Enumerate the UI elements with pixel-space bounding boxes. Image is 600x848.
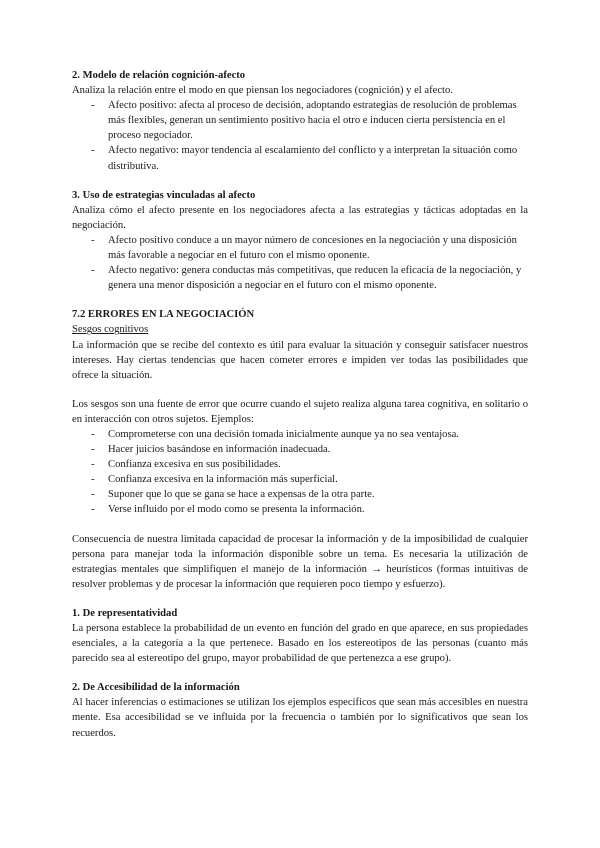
heuristic-2-heading: 2. De Accesibilidad de la información	[72, 682, 240, 694]
section-7-2-heading: 7.2 ERRORES EN LA NEGOCIACIÓN	[72, 309, 255, 321]
bias-examples-list	[72, 427, 528, 518]
section-3-bullets	[72, 233, 528, 293]
list-item: - Verse influido por el modo como se presenta la información.	[72, 502, 528, 517]
document-page	[72, 68, 528, 741]
section-2-intro: Analiza la relación entre el modo en que piensan los negociadores (cognición) y el afecto.	[72, 85, 453, 97]
section-3-heading: 3. Uso de estrategias vinculadas al afecto	[72, 189, 256, 201]
bullet-item: - Afecto positivo: afecta al proceso de decisión, adoptando estrategias de resolución de problemas más flexibles, generan un sentimiento positivo hacia el otro e inducen cierta persistencia en el proceso negociador.	[72, 98, 528, 143]
section-7-2-paragraph-1: La información que se recibe del contexto es útil para evaluar la situación y conseguir satisfacer nuestros intereses. Hay ciertas tendencias que hacen cometer errores e impiden ver todas las posibilidades que ofrece la situación.	[72, 339, 528, 381]
heuristic-1-heading: 1. De representatividad	[72, 607, 178, 619]
bullet-item: - Afecto positivo conduce a un mayor número de concesiones en la negociación y una disposición más favorable a negociar en el futuro con el mismo oponente.	[72, 233, 528, 263]
section-2-heading: 2. Modelo de relación cognición-afecto	[72, 70, 246, 81]
section-7-2-paragraph-2: Los sesgos son una fuente de error que ocurre cuando el sujeto realiza alguna tarea cognitiva, en solitario o en interacción con otros sujetos. Ejemplos:	[72, 398, 528, 425]
list-item: - Suponer que lo que se gana se hace a expensas de la otra parte.	[72, 487, 528, 502]
bullet-item: - Afecto negativo: genera conductas más competitivas, que reducen la eficacia de la negociación, y genera una menor disposición a negociar en el futuro con el mismo oponente.	[72, 263, 528, 293]
list-item: - Hacer juicios basándose en información inadecuada.	[72, 442, 528, 457]
section-7-2-subtitle: Sesgos cognitivos	[72, 324, 149, 336]
bullet-item: - Afecto negativo: mayor tendencia al escalamiento del conflicto y a interpretan la situación como distributiva.	[72, 143, 528, 173]
list-item: - Comprometerse con una decisión tomada inicialmente aunque ya no sea ventajosa.	[72, 427, 528, 442]
heuristic-2-text: Al hacer inferencias o estimaciones se utilizan los ejemplos específicos que sean más accesibles en nuestra mente. Esa accesibilidad se ve influida por la frecuencia o también por lo significativos que sean los recuerdos.	[72, 697, 528, 739]
heuristic-1-text: La persona establece la probabilidad de un evento en función del grado en que aparece, en sus propiedades esenciales, a la categoría a la que pertenece. Basado en los estereotipos de las personas (cuanto más parecido sea al estereotipo del grupo, mayor probabilidad de que pertenezca a ese grupo).	[72, 623, 528, 665]
list-item: - Confianza excesiva en la información más superficial.	[72, 472, 528, 487]
list-item: - Confianza excesiva en sus posibilidades.	[72, 457, 528, 472]
section-7-2-paragraph-3: Consecuencia de nuestra limitada capacidad de procesar la información y de la imposibilidad de cualquier persona para manejar toda la información disponible sobre un tema. Es necesaria la utilización de estrategias mentales que simplifiquen el manejo de la información → heurísticos (formas intuitivas de resolver problemas y de procesar la información que requieren poco tiempo y esfuerzo).	[72, 533, 528, 590]
section-2-bullets	[72, 98, 528, 173]
section-3-intro: Analiza cómo el afecto presente en los negociadores afecta a las estrategias y tácticas adoptadas en la negociación.	[72, 204, 528, 231]
